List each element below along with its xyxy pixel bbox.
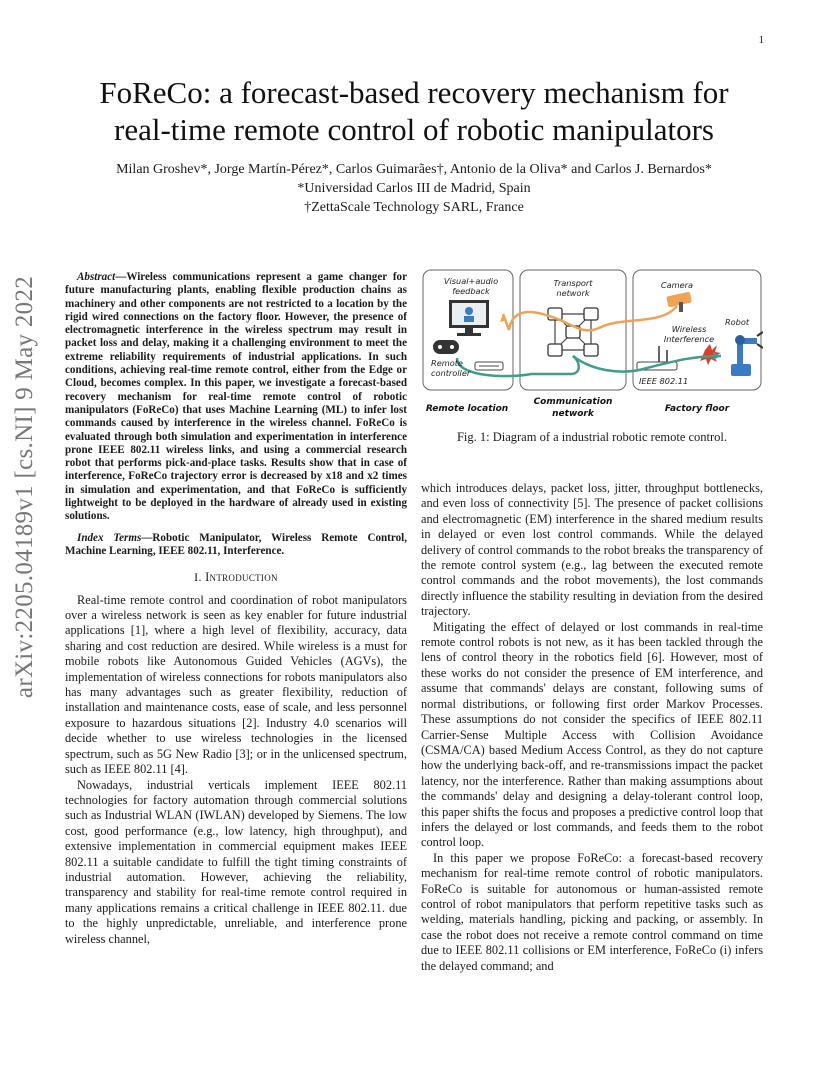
right-column: [421, 481, 763, 974]
author-list: Milan Groshev*, Jorge Martín-Pérez*, Carlos Guimarães†, Antonio de la Oliva* and Carlos J. Bernardos*: [116, 162, 712, 177]
abstract-lead: Abstract: [77, 271, 116, 283]
monitor-icon: [449, 300, 489, 336]
figure-caption: Fig. 1: Diagram of a industrial robotic remote control.: [456, 430, 728, 444]
section-title: Introduction: [205, 570, 278, 585]
paper-title: [0, 74, 828, 148]
robot-icon: [731, 332, 763, 376]
transport-network-icon: [548, 308, 598, 356]
label-visual-feedback-1: Visual+audio: [443, 276, 499, 286]
title-line-1: FoReCo: a forecast-based recovery mechanism for: [99, 75, 729, 110]
label-transport-2: network: [556, 288, 590, 298]
label-communication-2: network: [552, 409, 594, 419]
abstract: [65, 271, 407, 524]
label-wireless-1: Wireless: [671, 324, 707, 334]
label-transport-1: Transport: [553, 278, 593, 288]
abstract-text: —Wireless communications represent a game changer for future manufacturing plants, enabling flexible production chains as machinery and other components are not restricted to a location by the rigid wired connections on the factory floor. However, the presence of electromagnetic interference in the wireless spectrum may result in packet loss and delay, making it a challenging environment to meet the extreme reliability requirements of industrial applications. In such conditions, achieving real-time remote control, either from the Edge or Cloud, becomes complex. In this paper, we investigate a forecast-based recovery mechanism for real-time remote control of robotic manipulators (FoReCo) that uses Machine Learning (ML) to infer lost commands caused by interference in the wireless channel. FoReCo is evaluated through both simulation and experimentation in interference prone IEEE 802.11 wireless links, and using a commercial research robot that performs pick-and-place tasks. Results show that in case of interference, FoReCo trajectory error is decreased by x18 and x2 times in simulation and experimentation, and that FoReCo is sufficiently lightweight to be deployed in the hardware of already used in existing solutions.: [65, 271, 407, 523]
index-terms-lead: Index Terms: [77, 531, 142, 544]
label-camera: Camera: [660, 280, 694, 290]
section-heading: [65, 570, 407, 585]
left-column: [65, 271, 407, 947]
page-number: 1: [758, 34, 764, 46]
author-block: [0, 160, 828, 217]
right-paragraph-3: In this paper we propose FoReCo: a forecast-based recovery mechanism for real-time remote control of robotic manipulators. FoReCo is suitable for autonomous or human-assisted remote control of robot manipulators that perform repetitive tasks such as welding, materials handling, picking and packing, or assembly. In case the robot does not receive a remote control command on time due to IEEE 802.11 collisions or EM interference, FoReCo (i) infers the delayed command; and: [421, 850, 763, 973]
label-remote-location: Remote location: [425, 404, 509, 414]
label-wireless-2: Interference: [663, 334, 715, 344]
camera-icon: [666, 292, 692, 312]
label-ieee: IEEE 802.11: [639, 376, 689, 386]
section-number: I.: [194, 570, 206, 585]
figure-diagram: [421, 266, 763, 424]
title-line-2: real-time remote control of robotic manipulators: [114, 112, 714, 147]
label-visual-feedback-2: feedback: [452, 286, 490, 296]
label-remote-controller-1: Remote: [431, 358, 463, 368]
gamepad-icon: [433, 340, 459, 354]
index-terms-text: —Robotic Manipulator, Wireless Remote Control, Machine Learning, IEEE 802.11, Interference.: [65, 531, 407, 557]
index-terms: [65, 532, 407, 559]
right-paragraph-1: which introduces delays, packet loss, jitter, throughput bottlenecks, and even loss of connectivity [5]. The presence of packet collisions and electromagnetic (EM) interference in the shared medium results in delayed or even lost control commands. While the delayed delivery of control commands to the robot breaks the transparency of the remote control system (e.g., lag between the executed remote control commands and the robot movements), the lost commands directly influence the stability resulting in deviation from the desired trajectory.: [421, 481, 763, 619]
diagram-svg: [421, 266, 763, 424]
label-factory-floor: Factory floor: [664, 404, 730, 414]
intro-paragraph-1: Real-time remote control and coordination of robot manipulators over a wireless network is seen as key enabler for future industrial applications [1], where a high level of flexibility, accuracy, data sharing and cost reduction are desired. While wireless is a must for mobile robots like Autonomous Guided Vehicles (AGVs), the implementation of wireless connections for robots manipulators also has many advantages such as greater flexibility, reduction of installation and maintenance costs, ease of scale, and less personnel exposure to hazardous situations [2]. Industry 4.0 scenarios will decide whether to use wireless technologies in the licensed spectrum, such as 5G New Radio [3]; or in the unlicensed spectrum, such as IEEE 802.11 [4].: [65, 592, 407, 777]
arxiv-stamp: [3, 275, 47, 699]
label-remote-controller-2: controller: [431, 368, 471, 378]
label-robot: Robot: [724, 317, 750, 327]
affiliation-2: †ZettaScale Technology SARL, France: [304, 200, 524, 215]
intro-paragraph-2: Nowadays, industrial verticals implement IEEE 802.11 technologies for factory automation through commercial solutions such as Industrial WLAN (IWLAN) developed by Siemens. The low cost, good performance (e.g., low latency, high throughput), and extensive implementation in commercial equipment makes IEEE 802.11 a suitable candidate to fulfill the tight timing constraints of industrial automation. However, achieving the reliability, transparency and stability for real-time remote control required in many applications remains a critical challenge in IEEE 802.11. due to the highly unpredictable, unreliable, and interference prone wireless channel,: [65, 777, 407, 946]
arxiv-id: arXiv:2205.04189v1 [cs.NI] 9 May 2022: [11, 275, 38, 699]
affiliation-1: *Universidad Carlos III de Madrid, Spain: [297, 181, 531, 196]
label-communication-1: Communication: [533, 397, 613, 407]
right-paragraph-2: Mitigating the effect of delayed or lost commands in real-time remote control robots is not new, as it has been tackled through the lens of control theory in the robotics field [6]. However, most of these works do not consider the presence of EM interference, and assume that commands' delays are constant, following sums of normal distributions, or following first order Markov Processes. These assumptions do not consider the specifics of IEEE 802.11 Carrier-Sense Multiple Access with Collision Avoidance (CSMA/CA) based Medium Access Control, as they do not capture how the underlying back-off, and re-transmissions impact the packet latency, nor the interference. Rather than making assumptions about the commands' delay and designing a delay-tolerant control loop, this paper shifts the focus and proposes a predictive control loop that infers the delayed or lost commands, and feeds them to the robot control loop.: [421, 619, 763, 850]
router-left-icon: [475, 362, 503, 370]
